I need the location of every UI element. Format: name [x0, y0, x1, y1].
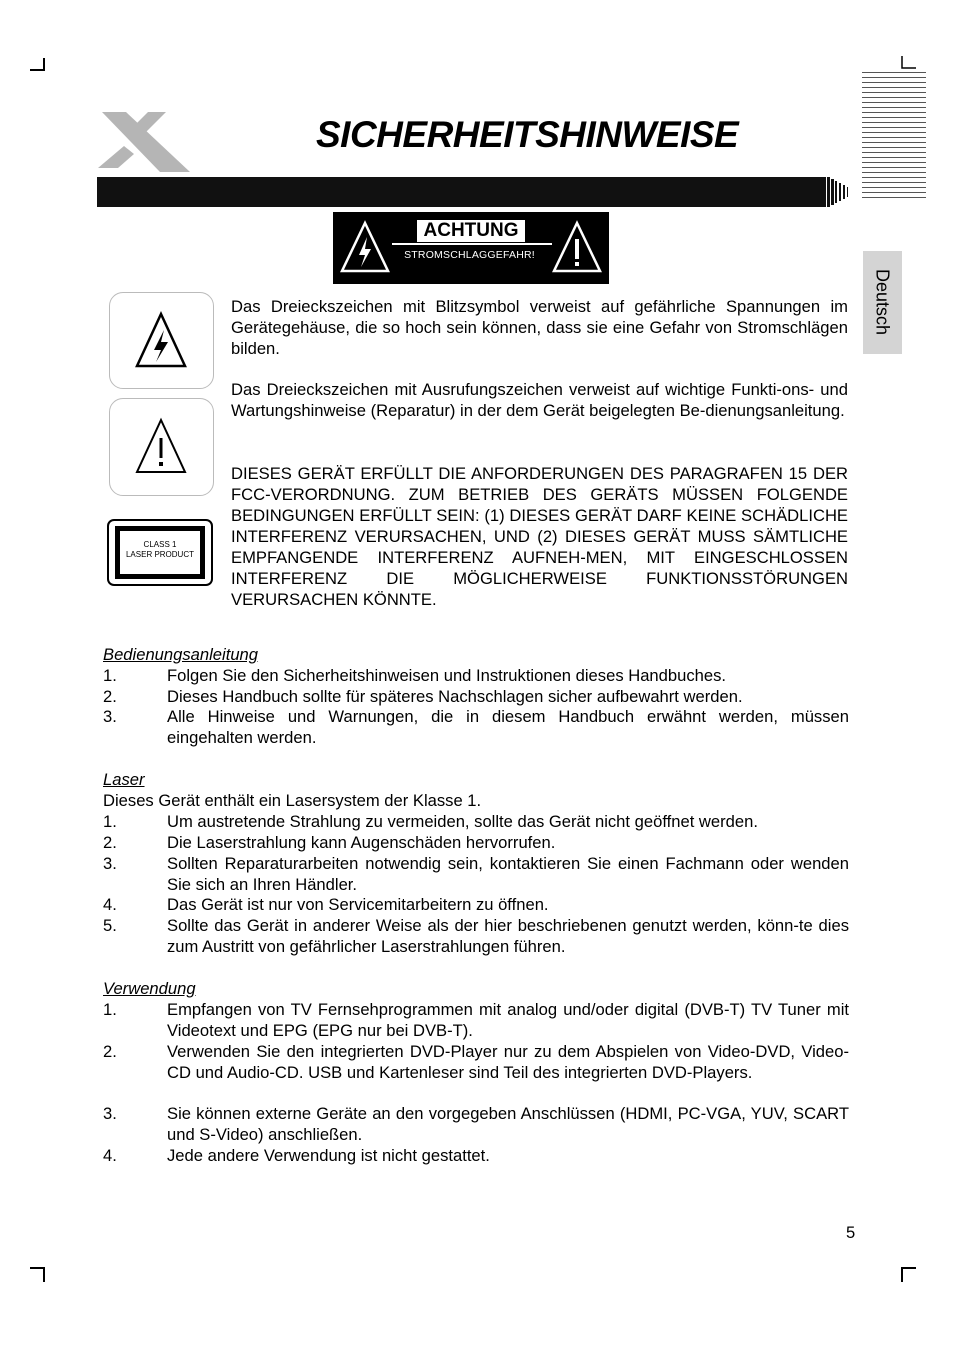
page-number: 5: [846, 1223, 856, 1242]
list-item-number: 1.: [103, 812, 117, 831]
list-item: Um austretende Strahlung zu vermeiden, sollte das Gerät nicht geöffnet werden.: [167, 812, 758, 831]
list-item-number: 2.: [103, 687, 117, 706]
warning-label: ACHTUNG: [417, 220, 525, 242]
header-bar: [97, 177, 825, 207]
list-item-number: 3.: [103, 854, 117, 873]
intro-fcc-text: DIESES GERÄT ERFÜLLT DIE ANFORDERUNGEN DES PARAGRAFEN 15 DER FCC-VERORDNUNG. ZUM BETRIEB DES GERÄTS MÜSSEN FOLGENDE BEDINGUNGEN ERFÜLLT SEIN: (1) DIESES GERÄT DARF KEINE SCHÄDLICHE INTERFERENZ VERURSACHEN, UND (2) DIESES GERÄT MUSS SÄMTLICHE EMPFANGENDE INTERFERENZ AUFNEH-MEN, MIT EINGESCHLOSSEN INTERFERENZ DIE MÖGLICHERWEISE FUNKTIONSSTÖRUNGEN VERURSACHEN KÖNNTE.: [231, 464, 848, 609]
decorative-stripes: [862, 72, 926, 199]
list-item: Dieses Handbuch sollte für späteres Nachschlagen sicher aufbewahrt werden.: [167, 687, 743, 706]
list-item-number: 2.: [103, 833, 117, 852]
laser-intro-text: Dieses Gerät enthält ein Lasersystem der Klasse 1.: [103, 791, 482, 810]
list-item: Empfangen von TV Fernsehprogrammen mit analog und/oder digital (DVB-T) TV Tuner mit Videotext und EPG (EPG nur bei DVB-T).: [167, 1000, 849, 1040]
crop-mark-bottom-left: [30, 1266, 50, 1282]
brand-x-logo-icon: [96, 108, 192, 174]
page-title: SICHERHEITSHINWEISE: [316, 114, 739, 155]
intro-exclamation-text: Das Dreieckszeichen mit Ausrufungszeichen verweist auf wichtige Funkti-ons- und Wartungshinweise (Reparatur) in der dem Gerät beigelegten Be-dienungsanleitung.: [231, 380, 848, 420]
laser-label-text: CLASS 1 LASER PRODUCT: [125, 540, 194, 559]
list-item: Die Laserstrahlung kann Augenschäden hervorrufen.: [167, 833, 556, 852]
list-item: Verwenden Sie den integrierten DVD-Player nur zu dem Abspielen von Video-DVD, Video-CD und Audio-CD. USB und Kartenleser sind Teil des integrierten DVD-Players.: [167, 1042, 849, 1082]
exclamation-triangle-icon: [551, 219, 603, 275]
list-item: Sie können externe Geräte an den vorgegeben Anschlüssen (HDMI, PC-VGA, YUV, SCART und S-Video) anschließen.: [167, 1104, 849, 1144]
list-item-number: 1.: [103, 1000, 117, 1019]
list-item-number: 4.: [103, 895, 117, 914]
list-item-number: 3.: [103, 707, 117, 726]
exclamation-warning-icon: [134, 416, 188, 476]
section-heading-laser: Laser: [103, 770, 145, 789]
list-item-number: 5.: [103, 916, 117, 935]
list-item: Alle Hinweise und Warnungen, die in diesem Handbuch erwähnt werden, müssen eingehalten werden.: [167, 707, 849, 747]
list-item: Folgen Sie den Sicherheitshinweisen und Instruktionen dieses Handbuches.: [167, 666, 727, 685]
intro-lightning-text: Das Dreieckszeichen mit Blitzsymbol verweist auf gefährliche Spannungen im Gerätegehäuse, die so hoch sein können, dass sie eine Gefahr von Stromschlägen bilden.: [231, 297, 848, 358]
warning-subtext: STROMSCHLAGGEFAHR!: [404, 249, 535, 261]
section-heading-bedienung: Bedienungsanleitung: [103, 645, 259, 664]
section-heading-verwendung: Verwendung: [103, 979, 196, 998]
language-tab-label: Deutsch: [872, 268, 893, 336]
list-item: Sollten Reparaturarbeiten notwendig sein, kontaktieren Sie einen Fachmann oder wenden Sie sich an Ihren Händler.: [167, 854, 849, 894]
crop-mark-top-right: [900, 56, 920, 72]
lightning-warning-icon: [134, 310, 188, 370]
lightning-triangle-icon: [339, 219, 391, 275]
list-item-number: 2.: [103, 1042, 117, 1061]
list-item-number: 4.: [103, 1146, 117, 1165]
list-item-number: 3.: [103, 1104, 117, 1123]
list-item: Das Gerät ist nur von Servicemitarbeitern zu öffnen.: [167, 895, 549, 914]
crop-mark-top-left: [30, 58, 50, 74]
warning-divider: [392, 243, 552, 245]
header-bar-fade: [822, 177, 854, 207]
list-item: Sollte das Gerät in anderer Weise als der hier beschriebenen genutzt werden, könn-te dies zum Austritt von gefährlicher Laserstrahlungen führen.: [167, 916, 849, 956]
list-item-number: 1.: [103, 666, 117, 685]
crop-mark-bottom-right: [900, 1266, 920, 1282]
list-item: Jede andere Verwendung ist nicht gestattet.: [167, 1146, 490, 1165]
